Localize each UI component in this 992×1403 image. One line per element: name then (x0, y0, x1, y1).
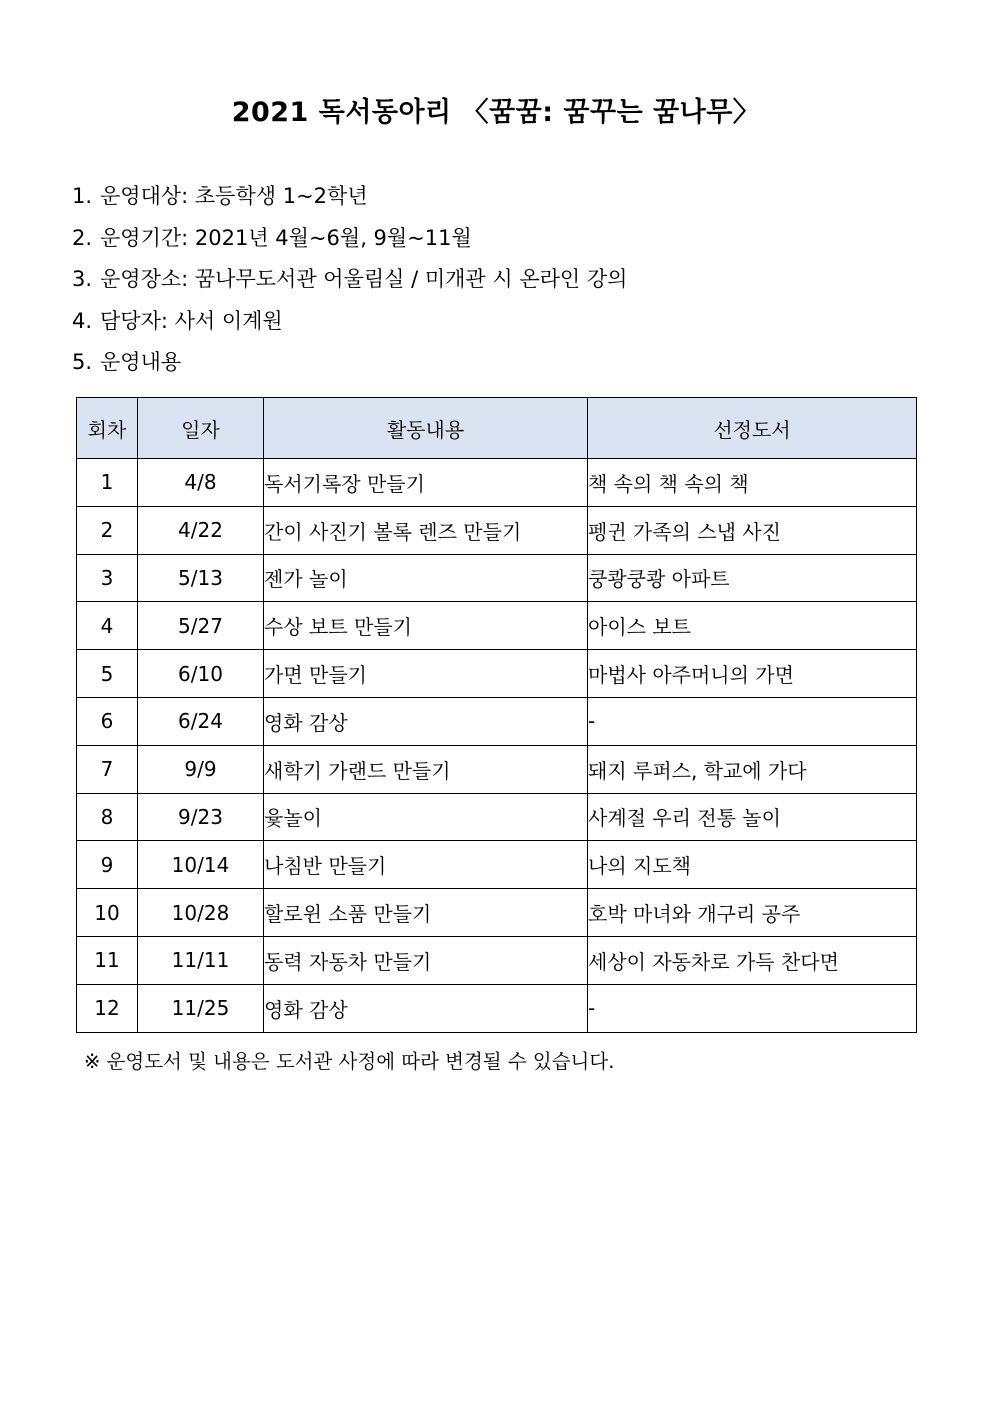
info-item-number: 3. (72, 267, 93, 291)
cell-book: 쿵쾅쿵쾅 아파트 (588, 554, 917, 602)
cell-session: 12 (77, 984, 138, 1032)
table-row (77, 554, 917, 602)
cell-book: 호박 마녀와 개구리 공주 (588, 889, 917, 937)
cell-book: 책 속의 책 속의 책 (588, 459, 917, 507)
cell-session: 3 (77, 554, 138, 602)
cell-activity: 할로윈 소품 만들기 (264, 889, 588, 937)
header-activity: 활동내용 (264, 398, 588, 459)
cell-date: 5/13 (138, 554, 264, 602)
cell-book: 세상이 자동차로 가득 찬다면 (588, 936, 917, 984)
table-row (77, 889, 917, 937)
cell-book: - (588, 984, 917, 1032)
cell-book: - (588, 697, 917, 745)
table-row (77, 650, 917, 698)
header-date: 일자 (138, 398, 264, 459)
cell-activity: 새학기 가랜드 만들기 (264, 745, 588, 793)
cell-book: 사계절 우리 전통 놀이 (588, 793, 917, 841)
table-row (77, 745, 917, 793)
table-header-row (77, 398, 917, 459)
cell-activity: 나침반 만들기 (264, 841, 588, 889)
info-item-manager (72, 305, 627, 347)
cell-date: 11/25 (138, 984, 264, 1032)
cell-session: 10 (77, 889, 138, 937)
info-item-number: 1. (72, 184, 93, 208)
cell-date: 6/10 (138, 650, 264, 698)
cell-activity: 가면 만들기 (264, 650, 588, 698)
cell-date: 6/24 (138, 697, 264, 745)
info-item-text: 담당자: 사서 이계원 (100, 308, 283, 333)
cell-book: 돼지 루퍼스, 학교에 가다 (588, 745, 917, 793)
cell-date: 9/23 (138, 793, 264, 841)
table-row (77, 936, 917, 984)
cell-activity: 영화 감상 (264, 697, 588, 745)
cell-activity: 독서기록장 만들기 (264, 459, 588, 507)
cell-session: 1 (77, 459, 138, 507)
schedule-table (76, 397, 917, 1033)
info-item-text: 운영장소: 꿈나무도서관 어울림실 / 미개관 시 온라인 강의 (100, 267, 628, 291)
cell-date: 4/22 (138, 506, 264, 554)
cell-date: 9/9 (138, 745, 264, 793)
cell-activity: 영화 감상 (264, 984, 588, 1032)
cell-session: 5 (77, 650, 138, 698)
table-row (77, 841, 917, 889)
table-row (77, 459, 917, 507)
header-book: 선정도서 (588, 398, 917, 459)
header-session: 회차 (77, 398, 138, 459)
footnote: ※ 운영도서 및 내용은 도서관 사정에 따라 변경될 수 있습니다. (84, 1050, 615, 1073)
table-row (77, 793, 917, 841)
info-item-content (72, 346, 627, 388)
cell-session: 4 (77, 602, 138, 650)
cell-book: 아이스 보트 (588, 602, 917, 650)
cell-date: 10/28 (138, 889, 264, 937)
info-item-place (72, 263, 627, 305)
cell-date: 11/11 (138, 936, 264, 984)
table-row (77, 984, 917, 1032)
info-list (72, 180, 627, 388)
cell-book: 마법사 아주머니의 가면 (588, 650, 917, 698)
info-item-text: 운영내용 (100, 350, 182, 374)
cell-date: 4/8 (138, 459, 264, 507)
cell-activity: 수상 보트 만들기 (264, 602, 588, 650)
info-item-text: 운영기간: 2021년 4월~6월, 9월~11월 (100, 225, 472, 250)
info-item-number: 2. (72, 225, 93, 250)
cell-session: 2 (77, 506, 138, 554)
cell-activity: 동력 자동차 만들기 (264, 936, 588, 984)
cell-session: 6 (77, 697, 138, 745)
cell-date: 5/27 (138, 602, 264, 650)
cell-activity: 윷놀이 (264, 793, 588, 841)
cell-session: 7 (77, 745, 138, 793)
info-item-target (72, 180, 627, 222)
info-item-number: 5. (72, 350, 93, 374)
cell-activity: 젠가 놀이 (264, 554, 588, 602)
table-row (77, 602, 917, 650)
info-item-text: 운영대상: 초등학생 1~2학년 (100, 184, 368, 208)
cell-session: 8 (77, 793, 138, 841)
cell-activity: 간이 사진기 볼록 렌즈 만들기 (264, 506, 588, 554)
info-item-number: 4. (72, 308, 93, 333)
info-item-period (72, 222, 627, 264)
cell-session: 9 (77, 841, 138, 889)
page-title: 2021 독서동아리 〈꿈꿈: 꿈꾸는 꿈나무〉 (231, 97, 761, 128)
cell-session: 11 (77, 936, 138, 984)
table-row (77, 506, 917, 554)
cell-book: 나의 지도책 (588, 841, 917, 889)
table-row (77, 697, 917, 745)
cell-book: 펭귄 가족의 스냅 사진 (588, 506, 917, 554)
cell-date: 10/14 (138, 841, 264, 889)
